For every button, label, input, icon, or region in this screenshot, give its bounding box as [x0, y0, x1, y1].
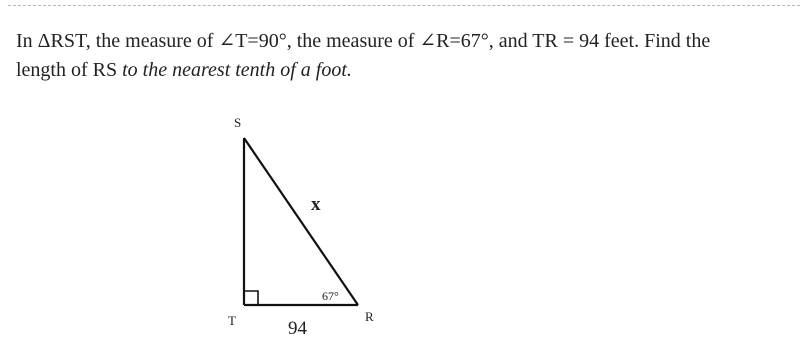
- side-sr: [244, 138, 358, 305]
- vertex-label-s: S: [234, 115, 242, 130]
- vertex-label-t: T: [228, 313, 236, 328]
- base-length-label: 94: [288, 318, 307, 339]
- question-line-1: In ΔRST, the measure of ∠T=90°, the measure of ∠R=67°, and TR = 94 feet. Find the: [16, 30, 711, 52]
- question-line-2-prefix: length of RS: [16, 59, 123, 81]
- question-line-2-italic: to the nearest tenth of a foot.: [122, 59, 352, 81]
- vertex-label-r: R: [365, 309, 374, 324]
- right-angle-marker: [244, 291, 258, 305]
- angle-r-label: 67°: [322, 289, 339, 303]
- hypotenuse-label: x: [311, 194, 321, 215]
